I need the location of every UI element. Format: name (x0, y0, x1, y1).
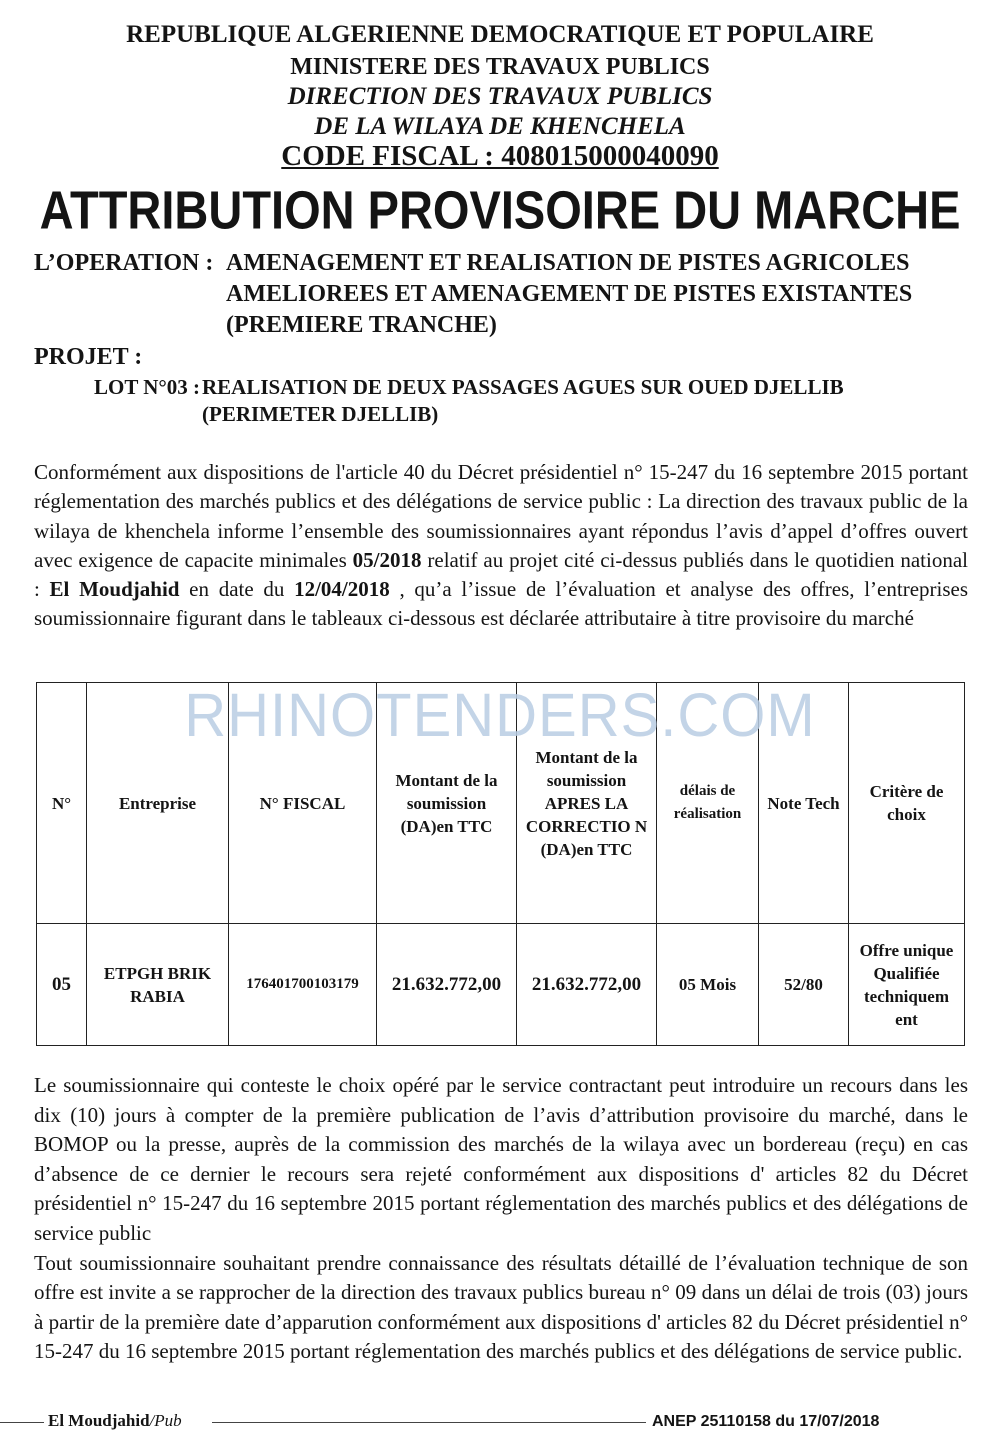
results-table (36, 682, 965, 1046)
cell-num: 05 (37, 924, 87, 1046)
cell-fiscal: 176401700103179 (229, 924, 377, 1046)
footer-anep-ref: ANEP 25110158 du 17/07/2018 (652, 1413, 880, 1430)
code-fiscal-text: CODE FISCAL : 408015000040090 (281, 140, 719, 172)
lot-line: REALISATION DE DEUX PASSAGES AGUES SUR OUED DJELLIB (202, 375, 844, 399)
operation-label: L’OPERATION : (34, 250, 214, 276)
header-code-fiscal (0, 139, 1000, 173)
intro-paragraph: Conformément aux dispositions de l'article 40 du Décret présidentiel n° 15-247 du 16 septembre 2015 portant réglementation des marchés publics et des délégations de service public : La direction des travaux public de la wilaya de khenchela informe l’ensemble des soumissionnaires ayant répondus l’avis d’appel d’offres ouvert avec exigence de capacite minimales 05/2018 relatif au projet cité ci-dessus publiés dans le quotidien national : El Moudjahid en date du 12/04/2018 , qu’a l’issue de l’évaluation et analyse des offres, l’entreprises soumissionnaire figurant dans le tableaux ci-dessous est déclarée attributaire à titre provisoire du marché (34, 460, 969, 631)
header-republic: REPUBLIQUE ALGERIENNE DEMOCRATIQUE ET POPULAIRE (126, 21, 874, 48)
cell-entreprise: ETPGH BRIK RABIA (87, 924, 229, 1046)
journal-name: El Moudjahid (49, 577, 180, 602)
page-title: ATTRIBUTION PROVISOIRE DU MARCHE (39, 178, 961, 240)
operation-line: (PREMIERE TRANCHE) (226, 312, 497, 338)
table-header-row (37, 683, 965, 924)
col-header-critere: Critère de choix (849, 683, 965, 924)
projet-label: PROJET : (34, 344, 143, 370)
col-header-delai: délais de réalisation (657, 683, 759, 924)
cell-critere: Offre unique Qualifiée techniquem ent (849, 924, 965, 1046)
footer-rule-left (0, 1422, 44, 1423)
col-header-num: N° (37, 683, 87, 924)
col-header-montant-corrige: Montant de la soumission APRES LA CORRECTIO N (DA)en TTC (517, 683, 657, 924)
operation-line: AMENAGEMENT ET REALISATION DE PISTES AGRICOLES (226, 250, 910, 276)
cell-note: 52/80 (759, 924, 849, 1046)
closing-paragraph (34, 1071, 968, 1367)
operation-line: AMELIOREES ET AMENAGEMENT DE PISTES EXISTANTES (226, 281, 913, 307)
footer-publication: El Moudjahid/Pub (48, 1411, 182, 1430)
watermark: RHINOTENDERS.COM (184, 681, 816, 750)
avis-number: 05/2018 (352, 547, 422, 572)
header-ministry: MINISTERE DES TRAVAUX PUBLICS (290, 54, 710, 80)
evaluation-text: Tout soumissionnaire souhaitant prendre connaissance des résultats détaillé de l’évaluation technique de son offre est invite a se rapprocher de la direction des travaux publics bureau n° 09 dans un délai de trois (03) jours à partir de la première date d’apparution conformément aux dispositions d' articles 82 du Décret présidentiel n° 15-247 du 16 septembre 2015 portant réglementation des marchés publics et des délégations de service public. (34, 1250, 968, 1364)
col-header-note: Note Tech (759, 683, 849, 924)
footer-rule-middle (212, 1422, 646, 1423)
header-wilaya: DE LA WILAYA DE KHENCHELA (314, 113, 686, 140)
col-header-fiscal: N° FISCAL (229, 683, 377, 924)
recours-text: Le soumissionnaire qui conteste le choix opéré par le service contractant peut introduire un recours dans les dix (10) jours à compter de la première publication de l’avis d’attribution provisoire du marché, dans le BOMOP ou la presse, auprès de la commission des marchés de la wilaya avec un bordereau (reçu) en cas d’absence de ce dernier le recours sera rejeté conformément aux dispositions d' articles 82 du Décret présidentiel n° 15-247 du 16 septembre 2015 portant réglementation des marchés publics et des délégations de service public (34, 1073, 968, 1245)
cell-montant-corrige: 21.632.772,00 (517, 924, 657, 1046)
col-header-entreprise: Entreprise (87, 683, 229, 924)
col-header-montant: Montant de la soumission (DA)en TTC (377, 683, 517, 924)
header-direction: DIRECTION DES TRAVAUX PUBLICS (287, 83, 713, 110)
lot-line: (PERIMETER DJELLIB) (202, 402, 439, 426)
table-row (37, 924, 965, 1046)
cell-delai: 05 Mois (657, 924, 759, 1046)
lot-label: LOT N°03 : (94, 375, 201, 399)
publication-date: 12/04/2018 (294, 577, 390, 602)
cell-montant: 21.632.772,00 (377, 924, 517, 1046)
